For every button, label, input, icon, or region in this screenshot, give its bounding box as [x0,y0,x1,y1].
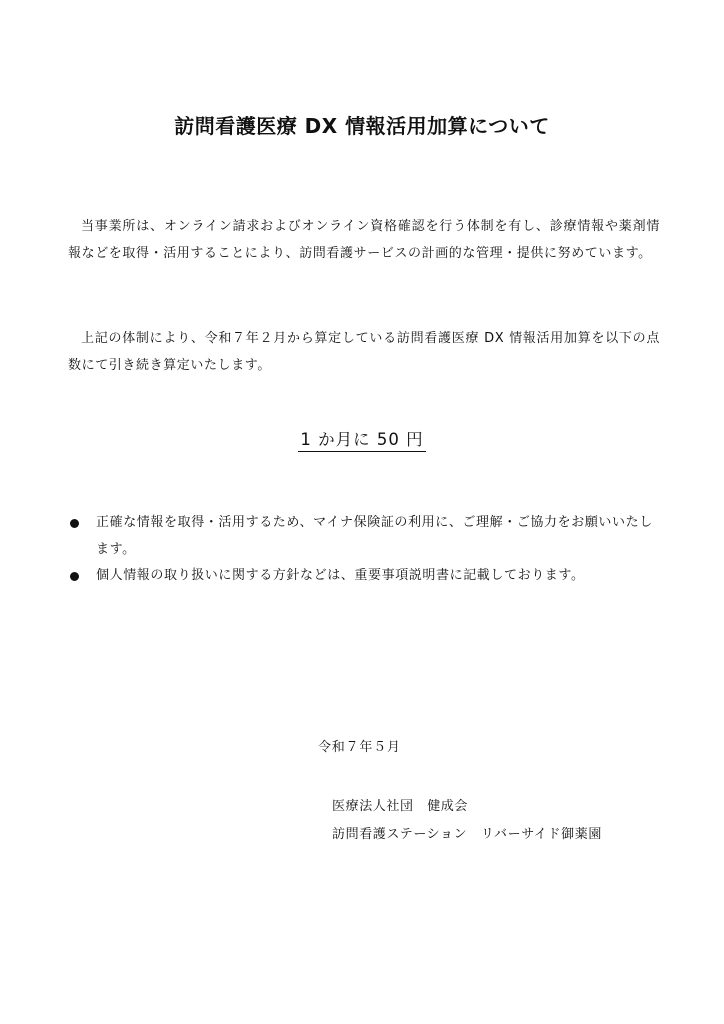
bullet-icon [70,519,79,528]
issue-date: 令和７年５月 [318,740,401,755]
station-name: 訪問看護ステーション リバーサイド御薬園 [332,827,602,842]
document-title: 訪問看護医療 DX 情報活用加算について [174,114,550,138]
note-text: 個人情報の取り扱いに関する方針などは、重要事項説明書に記載しております。 [96,568,585,583]
note-text: 正確な情報を取得・活用するため、マイナ保険証の利用に、ご理解・ご協力をお願いいたします。 [96,515,653,557]
intro-paragraph: 当事業所は、オンライン請求およびオンライン資格確認を行う体制を有し、診療情報や薬剤情報などを取得・活用することにより、訪問看護サービスの計画的な管理・提供に努めています。 [68,219,660,261]
fee-amount-text: 1 か月に 50 円 [298,430,425,452]
notes-list [68,510,660,590]
billing-paragraph: 上記の体制により、令和７年２月から算定している訪問看護医療 DX 情報活用加算を以下の点数にて引き続き算定いたします。 [68,331,660,373]
organization-name: 医療法人社団 健成会 [332,799,469,814]
list-item [68,510,660,563]
bullet-icon [70,572,79,581]
list-item [68,563,660,590]
fee-amount [0,426,724,450]
